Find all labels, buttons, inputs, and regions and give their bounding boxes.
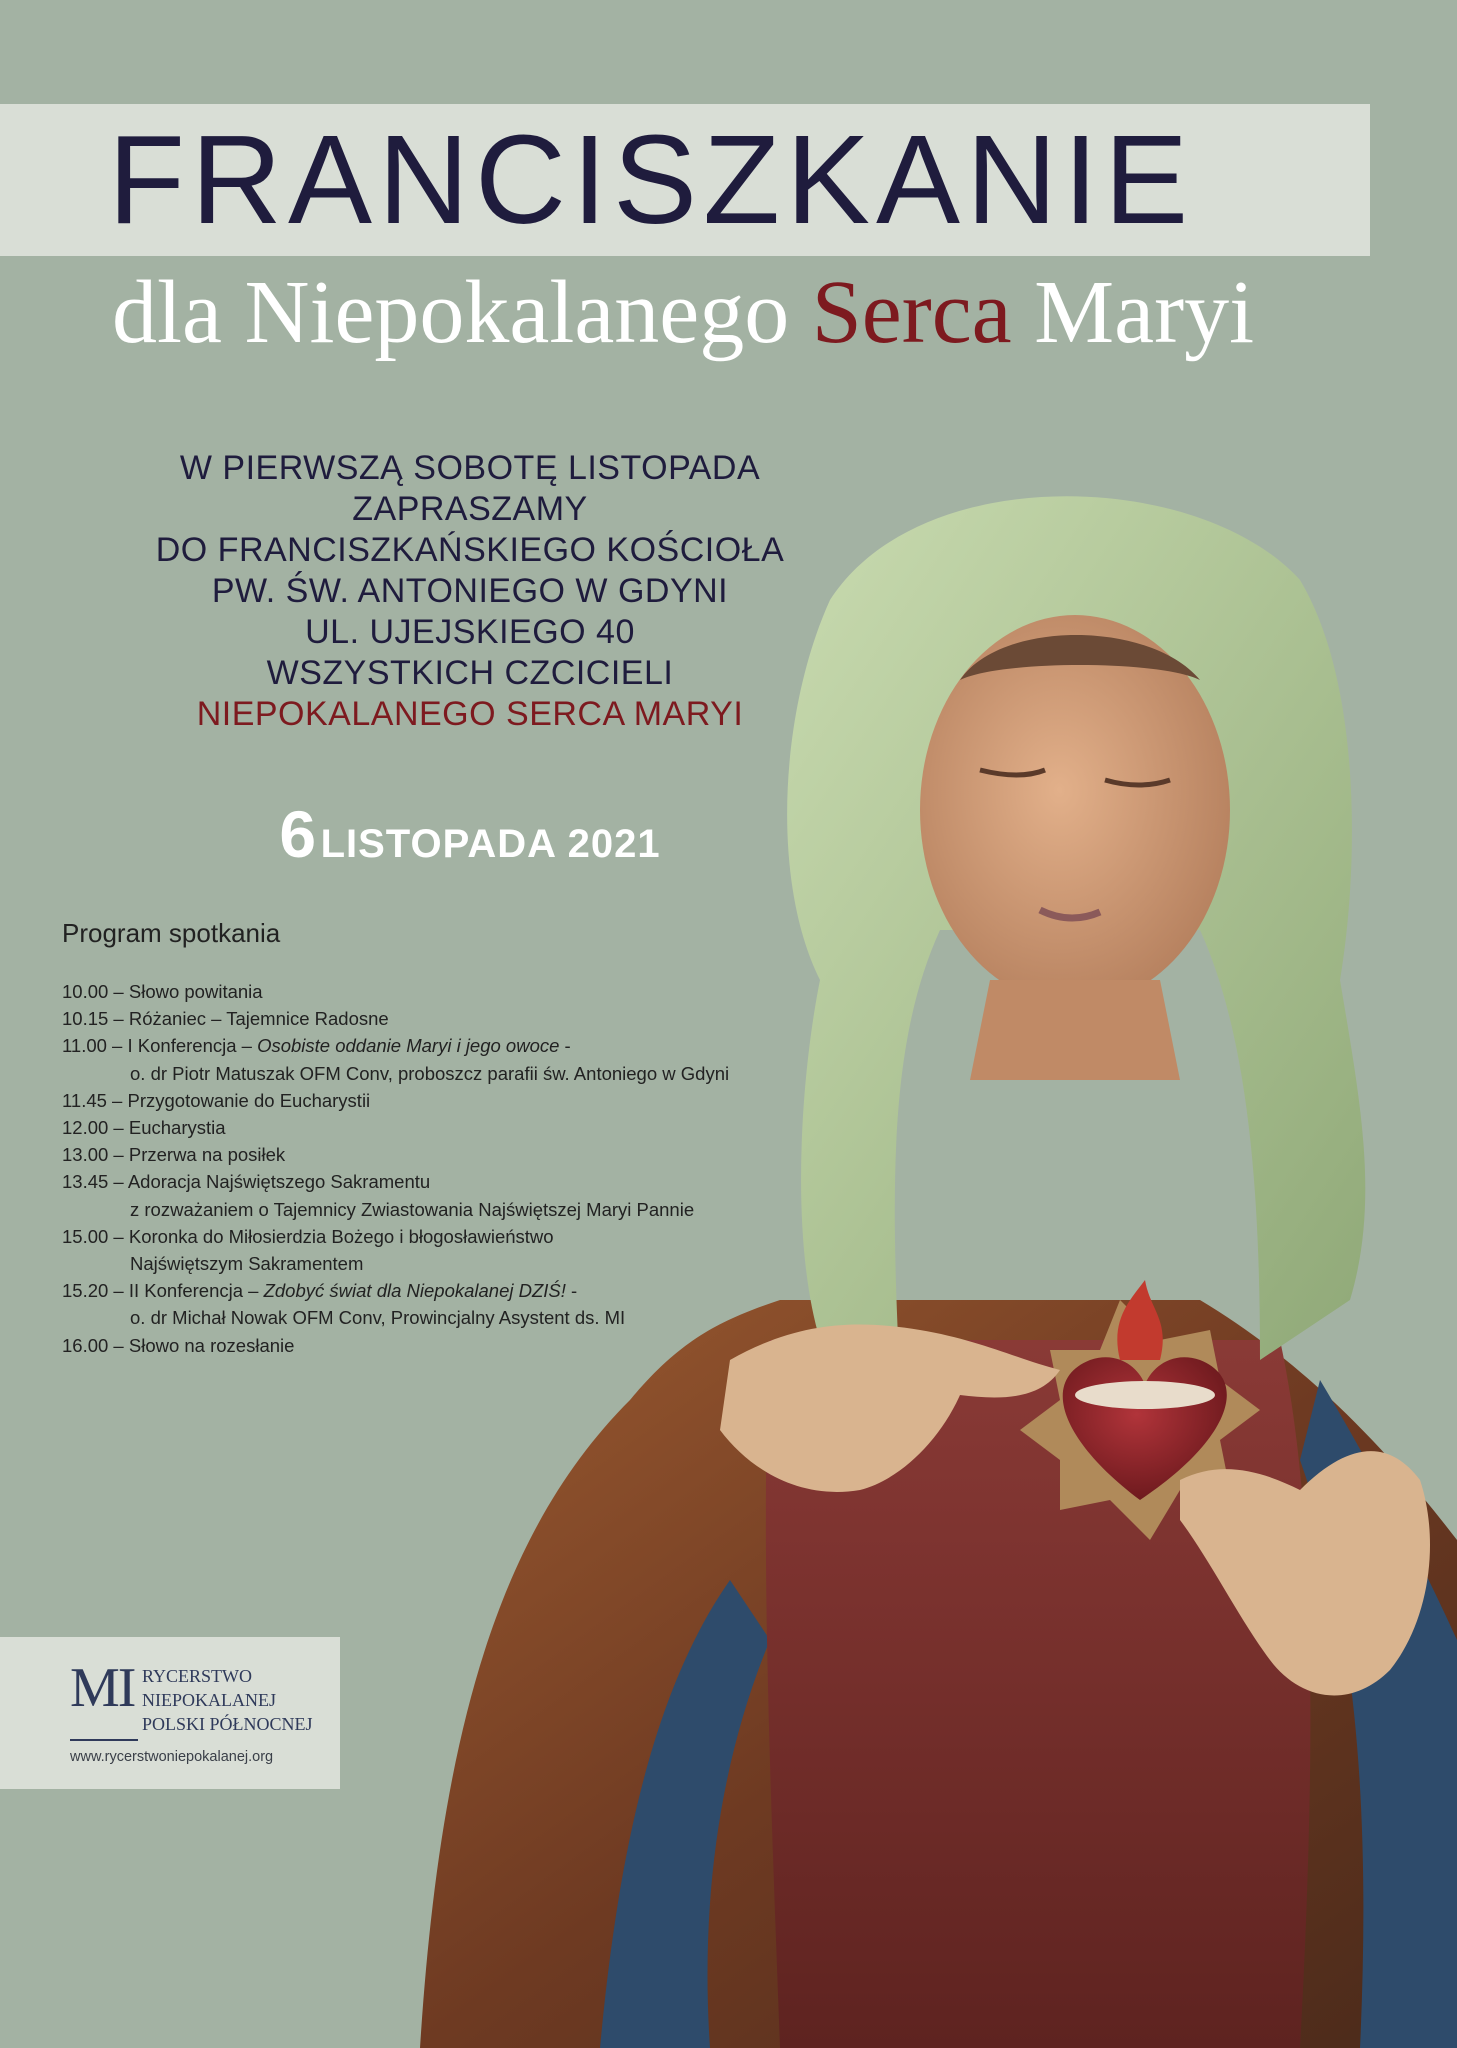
program-item [62,1087,762,1114]
program-item-topic: Zdobyć świat dla Niepokalanej DZIŚ! [263,1280,566,1302]
program-item-suffix: - [565,1280,578,1302]
program-item [62,1168,762,1195]
logo-divider [70,1739,138,1741]
program-item [62,1277,762,1304]
invitation-line: PW. ŚW. ANTONIEGO W GDYNI [211,572,729,610]
program-item-text: 15.20 – II Konferencja – [62,1280,264,1302]
logo-line: RYCERSTWO [142,1666,253,1686]
program-item-text: 13.45 – Adoracja Najświętszego Sakramentu [62,1171,431,1193]
program-item-suffix: - [559,1035,571,1057]
website-url: www.rycerstwoniepokalanej.org [70,1749,274,1765]
program-list [62,978,762,1359]
invitation-line: DO FRANCISZKAŃSKIEGO KOŚCIOŁA [155,531,785,569]
program-item [62,1114,762,1141]
program-item-topic: Osobiste oddanie Maryi i jego owoce [257,1035,560,1057]
event-date [70,796,870,872]
subtitle-part-2: Maryi [1011,263,1255,362]
program-item-text: 15.00 – Koronka do Miłosierdzia Bożego i błogosławieństwo [62,1225,554,1247]
program-item-text: Najświętszym Sakramentem [130,1253,364,1275]
poster-subtitle [112,258,1362,368]
program-item-text: 12.00 – Eucharystia [62,1117,226,1139]
program-item-text: 11.45 – Przygotowanie do Eucharystii [62,1089,371,1111]
program-item [62,1032,762,1059]
program-item-text: 13.00 – Przerwa na posiłek [62,1144,286,1166]
program-item-text: 10.00 – Słowo powitania [62,981,263,1002]
program-item [62,1141,762,1168]
logo-line: POLSKI PÓŁNOCNEJ [142,1714,313,1734]
program-item-text: o. dr Michał Nowak OFM Conv, Prowincjalny Asystent ds. MI [130,1307,626,1329]
program-item [62,1060,762,1087]
program-item [62,1223,762,1250]
invitation-line: UL. UJEJSKIEGO 40 [305,613,635,651]
program-heading: Program spotkania [62,918,281,948]
invitation-line: WSZYSTKICH CZCICIELI [266,654,674,692]
program-item [62,1304,762,1331]
logo-line: NIEPOKALANEJ [142,1690,276,1710]
program-item-text: o. dr Piotr Matuszak OFM Conv, proboszcz parafii św. Antoniego w Gdyni [130,1062,730,1084]
program-section [62,916,762,1359]
program-item-text: 11.00 – I Konferencja – [62,1035,258,1057]
program-item [62,1332,762,1359]
subtitle-part-1: dla Niepokalanego [112,263,812,362]
invitation-line: W PIERWSZĄ SOBOTĘ LISTOPADA [179,449,761,487]
program-item-text: 16.00 – Słowo na rozesłanie [62,1334,295,1356]
subtitle-accent: Serca [811,263,1012,362]
program-item [62,1196,762,1223]
invitation-highlight: NIEPOKALANEGO SERCA MARYI [196,695,744,733]
program-item-text: 10.15 – Różaniec – Tajemnice Radosne [62,1008,389,1030]
invitation-line: ZAPRASZAMY [352,490,588,528]
program-item [62,1005,762,1032]
invitation-text [70,448,870,735]
logo-text [142,1664,313,1736]
mi-logo-mark: MI [70,1657,135,1719]
event-day: 6 [279,797,317,871]
program-item [62,1250,762,1277]
program-item-text: z rozważaniem o Tajemnicy Zwiastowania Najświętszej Maryi Pannie [130,1198,695,1220]
poster-title: FRANCISZKANIE [108,109,1195,250]
program-item [62,978,762,1005]
event-month-year: LISTOPADA 2021 [320,822,661,866]
